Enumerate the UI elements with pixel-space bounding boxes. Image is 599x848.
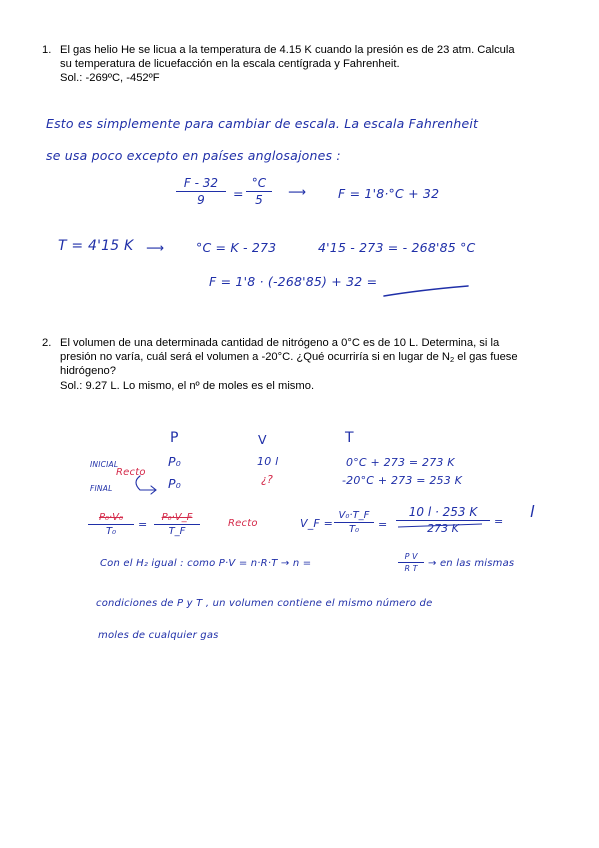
moles-fraction xyxy=(398,552,424,573)
notes-1-line-2: se usa poco excepto en países anglosajones : xyxy=(46,148,341,163)
initial-state-numerator: P₀·V₀ xyxy=(98,512,124,523)
final-pressure: P₀ xyxy=(168,476,181,491)
fahrenheit-fraction-denominator: 9 xyxy=(197,193,205,207)
celsius-formula: °C = K - 273 xyxy=(196,240,277,255)
hydrogen-line-tail: → en las mismas xyxy=(428,558,515,569)
problem-1-line-2: su temperatura de licuefacción en la escala centígrada y Fahrenheit. xyxy=(60,58,400,71)
final-temperature: -20°C + 273 = 253 K xyxy=(342,474,463,487)
row-final-label: FINAL xyxy=(90,484,113,493)
problem-1 xyxy=(42,43,552,86)
notes-1-line-1: Esto es simplemente para cambiar de escala. La escala Fahrenheit xyxy=(46,116,479,131)
initial-pressure: P₀ xyxy=(168,454,181,469)
problem-2-line-2: presión no varía, cuál será el volumen a -20°C. ¿Qué ocurriría si en lugar de $N_2$ el gas fuese xyxy=(60,351,518,365)
hydrogen-line: Con el H₂ igual : como P·V = n·R·T → n = xyxy=(100,558,312,569)
celsius-fraction-denominator: 5 xyxy=(255,193,263,207)
arrow-icon: ⟶ xyxy=(146,240,165,255)
moles-line: moles de cualquier gas xyxy=(98,630,219,641)
moles-denominator: R T xyxy=(404,564,418,573)
fahrenheit-fraction-numerator: F - 32 xyxy=(183,176,219,190)
recto-label: Recto xyxy=(116,467,146,478)
conditions-line: condiciones de P y T , un volumen contiene el mismo número de xyxy=(96,598,433,609)
celsius-fraction xyxy=(246,176,272,207)
final-volume-value xyxy=(396,505,490,535)
final-volume-value-numerator: 10 l · 253 K xyxy=(408,505,478,519)
column-t: T xyxy=(345,430,354,446)
underline-swoosh xyxy=(384,286,468,296)
fahrenheit-formula: F = 1'8·°C + 32 xyxy=(338,186,440,201)
column-p: P xyxy=(170,430,179,446)
final-volume-label: V_F = xyxy=(300,517,334,530)
fraction-equals: = xyxy=(233,186,244,201)
moles-numerator: P V xyxy=(404,552,418,561)
row-initial-label: INICIAL xyxy=(90,460,119,469)
fahrenheit-fraction xyxy=(176,176,226,207)
column-v: V xyxy=(258,432,267,447)
given-temperature: T = 4'15 K xyxy=(58,238,134,254)
arrow-icon: ⟶ xyxy=(288,184,307,199)
problem-2 xyxy=(42,336,552,393)
final-volume-unknown: ¿? xyxy=(261,473,274,486)
final-volume-equals: = xyxy=(378,518,388,531)
final-volume-formula xyxy=(334,510,374,535)
problem-1-number: 1. xyxy=(42,44,52,56)
final-state-fraction xyxy=(154,512,200,537)
final-state-denominator: T_F xyxy=(168,526,186,537)
problem-2-line-3: hidrógeno? xyxy=(60,365,116,378)
n2-subscript: 2 xyxy=(450,355,455,365)
final-volume-denominator: T₀ xyxy=(348,524,360,535)
final-volume-value-denominator: 273 K xyxy=(427,522,459,535)
celsius-calculation: 4'15 - 273 = - 268'85 °C xyxy=(318,240,476,255)
problem-1-solution: Sol.: -269ºC, -452ºF xyxy=(60,72,160,85)
result-equals: = xyxy=(494,515,504,528)
result-unit: l xyxy=(530,502,535,521)
final-volume-numerator: V₀·T_F xyxy=(338,510,370,521)
problem-2-line-1: El volumen de una determinada cantidad de nitrógeno a 0°C es de 10 L. Determina, si la xyxy=(60,337,500,349)
final-state-numerator: P₀·V_F xyxy=(161,512,193,523)
initial-volume: 10 l xyxy=(257,455,279,468)
pressure-hook-arrow xyxy=(136,476,156,494)
problem-2-solution: Sol.: 9.27 L. Lo mismo, el nº de moles es el mismo. xyxy=(60,379,315,392)
problem-1-line-1: El gas helio He se licua a la temperatura de 4.15 K cuando la presión es de 23 atm. Calcula xyxy=(60,44,515,56)
initial-state-fraction xyxy=(88,512,134,537)
problem-2-number: 2. xyxy=(42,337,52,349)
initial-state-denominator: T₀ xyxy=(105,526,117,537)
initial-temperature: 0°C + 273 = 273 K xyxy=(346,456,455,469)
celsius-fraction-numerator: °C xyxy=(251,176,267,190)
fahrenheit-calculation: F = 1'8 · (-268'85) + 32 = xyxy=(209,274,378,289)
recto-word: Recto xyxy=(228,518,258,529)
